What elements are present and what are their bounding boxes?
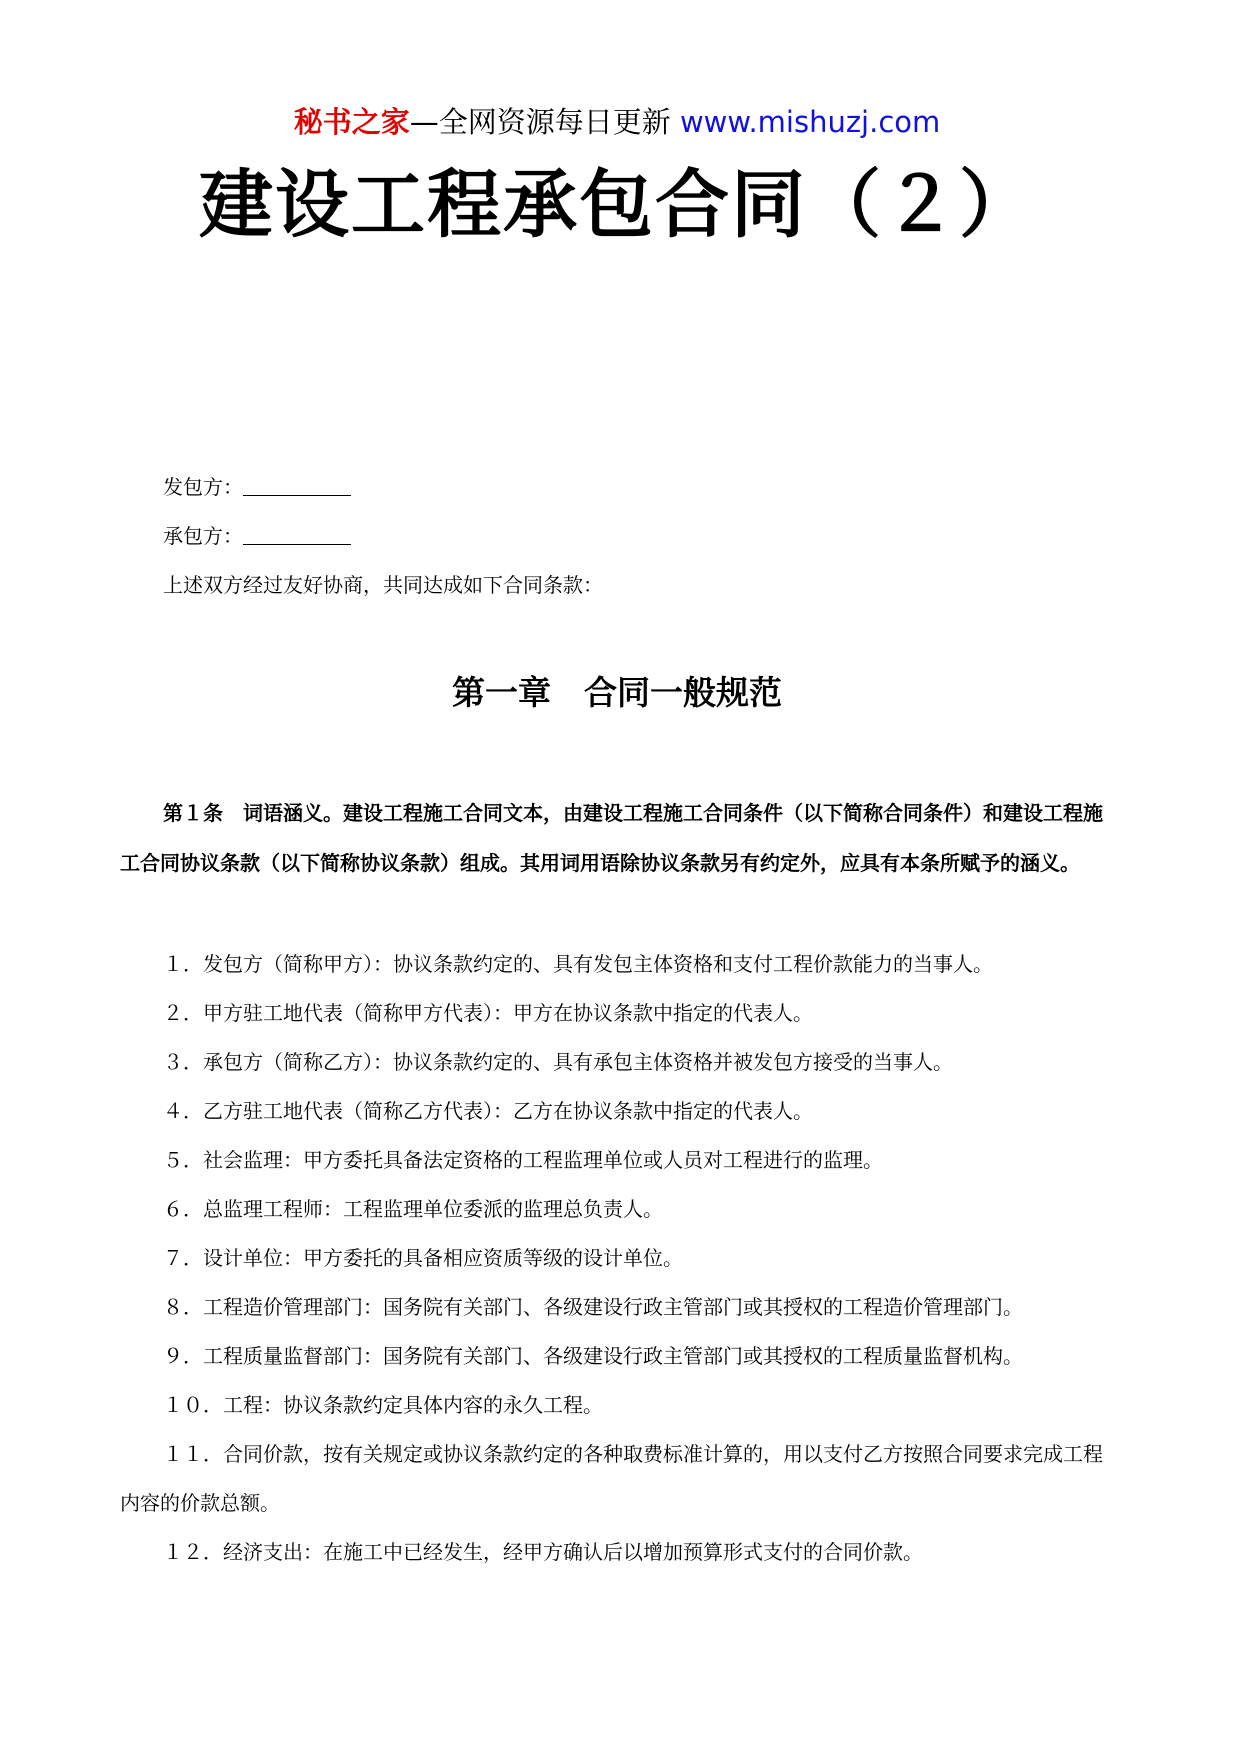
party-b-blank — [243, 522, 351, 545]
brand-name: 秘书之家 — [293, 105, 410, 139]
definition-list — [120, 940, 1115, 1577]
party-b-label: 承包方： — [163, 524, 243, 548]
party-b-line — [163, 521, 351, 551]
site-url-link[interactable]: www.mishuzj.com — [679, 105, 941, 139]
list-item: ６．总监理工程师：工程监理单位委派的监理总负责人。 — [163, 1197, 663, 1221]
list-item: ２．甲方驻工地代表（简称甲方代表）：甲方在协议条款中指定的代表人。 — [163, 1001, 813, 1025]
list-item: ９．工程质量监督部门：国务院有关部门、各级建设行政主管部门或其授权的工程质量监督机构。 — [163, 1344, 1023, 1368]
party-a-label: 发包方： — [163, 475, 243, 499]
banner-tagline: —全网资源每日更新 — [409, 105, 671, 139]
party-a-blank — [243, 473, 351, 496]
list-item: ４．乙方驻工地代表（简称乙方代表）：乙方在协议条款中指定的代表人。 — [163, 1099, 813, 1123]
list-item: １．发包方（简称甲方）：协议条款约定的、具有发包主体资格和支付工程价款能力的当事人。 — [163, 952, 993, 976]
list-item: １０．工程：协议条款约定具体内容的永久工程。 — [163, 1393, 603, 1417]
list-item: １１．合同价款，按有关规定或协议条款约定的各种取费标准计算的，用以支付乙方按照合同要求完成工程内容的价款总额。 — [120, 1442, 1103, 1515]
intro-paragraph: 上述双方经过友好协商，共同达成如下合同条款： — [163, 573, 603, 597]
article-1-paragraph: 第１条 词语涵义。建设工程施工合同文本，由建设工程施工合同条件（以下简称合同条件）和建设工程施工合同协议条款（以下简称协议条款）组成。其用词用语除协议条款另有约定外，应具有本条所赋予的涵义。 — [120, 801, 1103, 875]
list-item: ５．社会监理：甲方委托具备法定资格的工程监理单位或人员对工程进行的监理。 — [163, 1148, 883, 1172]
list-item: ７．设计单位：甲方委托的具备相应资质等级的设计单位。 — [163, 1246, 683, 1270]
chapter-heading: 第一章 合同一般规范 — [452, 673, 782, 712]
party-a-line — [163, 472, 351, 502]
list-item: ３．承包方（简称乙方）：协议条款约定的、具有承包主体资格并被发包方接受的当事人。 — [163, 1050, 953, 1074]
list-item: １２．经济支出：在施工中已经发生，经甲方确认后以增加预算形式支付的合同价款。 — [163, 1540, 923, 1564]
list-item: ８．工程造价管理部门：国务院有关部门、各级建设行政主管部门或其授权的工程造价管理部门。 — [163, 1295, 1023, 1319]
page-title: 建设工程承包合同（２） — [199, 162, 1035, 248]
site-banner — [0, 102, 1234, 142]
